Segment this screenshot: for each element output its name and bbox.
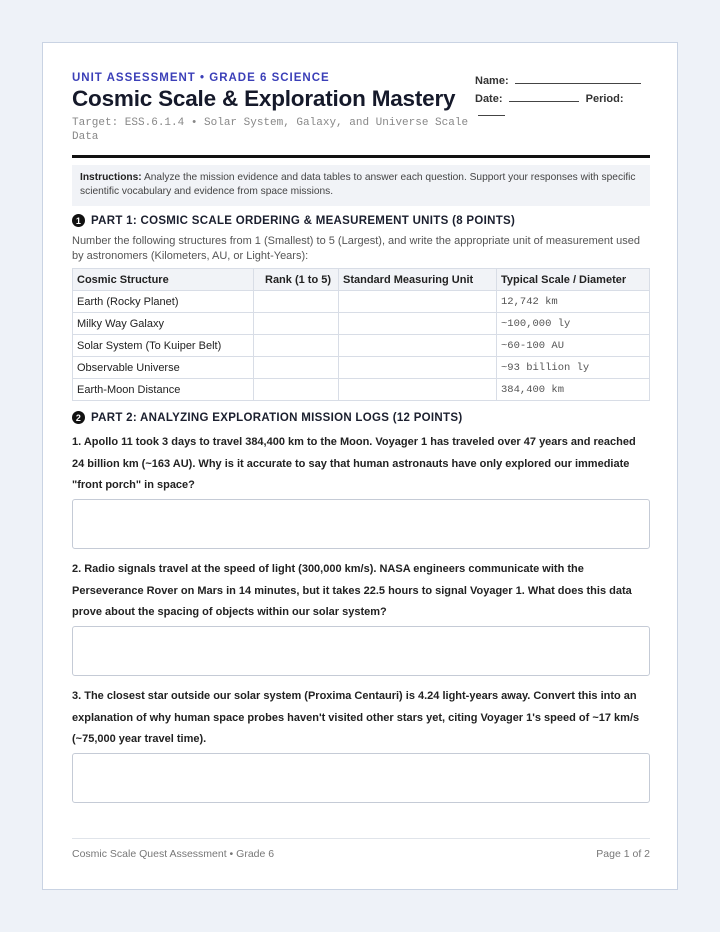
scale-cell: 12,742 km — [497, 291, 650, 313]
instructions-label: Instructions: — [80, 172, 142, 183]
name-label: Name: — [475, 75, 509, 87]
rank-cell[interactable] — [254, 379, 339, 401]
page-title: Cosmic Scale & Exploration Mastery — [72, 86, 456, 111]
part1-title: PART 1: COSMIC SCALE ORDERING & MEASUREMENT UNITS (8 POINTS) — [91, 214, 516, 227]
target-standard: Target: ESS.6.1.4 • Solar System, Galaxy, and Universe Scale Data — [72, 117, 469, 143]
question-2: 2. Radio signals travel at the speed of light (300,000 km/s). NASA engineers communicate with the Perseverance Rover on Mars in 14 minutes, but it takes 22.5 hours to signal Voyager 1. What does this data prove about the spacing of objects within our solar system? — [72, 563, 632, 618]
column-header: Standard Measuring Unit — [339, 269, 497, 291]
cosmic-scale-table — [72, 268, 650, 401]
name-field[interactable] — [475, 73, 641, 87]
unit-cell[interactable] — [339, 291, 497, 313]
structure-cell: Earth-Moon Distance — [73, 379, 254, 401]
part1-heading — [72, 214, 515, 227]
scale-cell: 384,400 km — [497, 379, 650, 401]
structure-cell: Observable Universe — [73, 357, 254, 379]
structure-cell: Solar System (To Kuiper Belt) — [73, 335, 254, 357]
rank-cell[interactable] — [254, 357, 339, 379]
answer-box-3[interactable] — [72, 753, 650, 803]
part2-heading — [72, 411, 462, 424]
scale-cell: ~60-100 AU — [497, 335, 650, 357]
scale-cell: ~100,000 ly — [497, 313, 650, 335]
table-header-row — [73, 269, 650, 291]
header-divider — [72, 155, 650, 158]
table-row — [73, 379, 650, 401]
date-period-field[interactable] — [475, 91, 650, 119]
answer-box-2[interactable] — [72, 626, 650, 676]
table-row — [73, 357, 650, 379]
scale-cell: ~93 billion ly — [497, 357, 650, 379]
table-row — [73, 291, 650, 313]
footer-left: Cosmic Scale Quest Assessment • Grade 6 — [72, 848, 275, 860]
date-label: Date: — [475, 93, 503, 105]
part1-description: Number the following structures from 1 (Smallest) to 5 (Largest), and write the appropriate unit of measurement used by astronomers (Kilometers, AU, or Light-Years): — [72, 235, 640, 262]
rank-cell[interactable] — [254, 291, 339, 313]
column-header: Cosmic Structure — [73, 269, 254, 291]
question-3: 3. The closest star outside our solar system (Proxima Centauri) is 4.24 light-years away. Convert this into an explanation of why human space probes haven't visited other stars yet, citing Voyager 1's speed of ~17 km/s (~75,000 year travel time). — [72, 690, 640, 745]
part1-number-badge: 1 — [72, 214, 85, 227]
instructions-text: Analyze the mission evidence and data tables to answer each question. Support your responses with specific scientific vocabulary and evidence from space missions. — [80, 172, 636, 197]
page-number: Page 1 of 2 — [596, 848, 650, 860]
footer-divider — [72, 838, 650, 839]
answer-box-1[interactable] — [72, 499, 650, 549]
rank-cell[interactable] — [254, 335, 339, 357]
column-header: Typical Scale / Diameter — [497, 269, 650, 291]
structure-cell: Earth (Rocky Planet) — [73, 291, 254, 313]
date-blank[interactable] — [509, 91, 579, 102]
unit-eyebrow: UNIT ASSESSMENT • GRADE 6 SCIENCE — [72, 72, 330, 84]
table-row — [73, 335, 650, 357]
rank-cell[interactable] — [254, 313, 339, 335]
period-blank[interactable] — [478, 105, 505, 116]
instructions-box — [72, 165, 650, 206]
worksheet-page — [42, 42, 678, 890]
part2-title: PART 2: ANALYZING EXPLORATION MISSION LOGS (12 POINTS) — [91, 411, 463, 424]
table-row — [73, 313, 650, 335]
column-header: Rank (1 to 5) — [254, 269, 339, 291]
unit-cell[interactable] — [339, 313, 497, 335]
unit-cell[interactable] — [339, 357, 497, 379]
unit-cell[interactable] — [339, 379, 497, 401]
question-1: 1. Apollo 11 took 3 days to travel 384,400 km to the Moon. Voyager 1 has traveled over 47 years and reached 24 billion km (~163 AU). Why is it accurate to say that human astronauts have only explored our immediate "front porch" in space? — [72, 436, 636, 491]
structure-cell: Milky Way Galaxy — [73, 313, 254, 335]
unit-cell[interactable] — [339, 335, 497, 357]
period-label: Period: — [585, 93, 624, 105]
part2-number-badge: 2 — [72, 411, 85, 424]
name-blank[interactable] — [515, 73, 641, 84]
